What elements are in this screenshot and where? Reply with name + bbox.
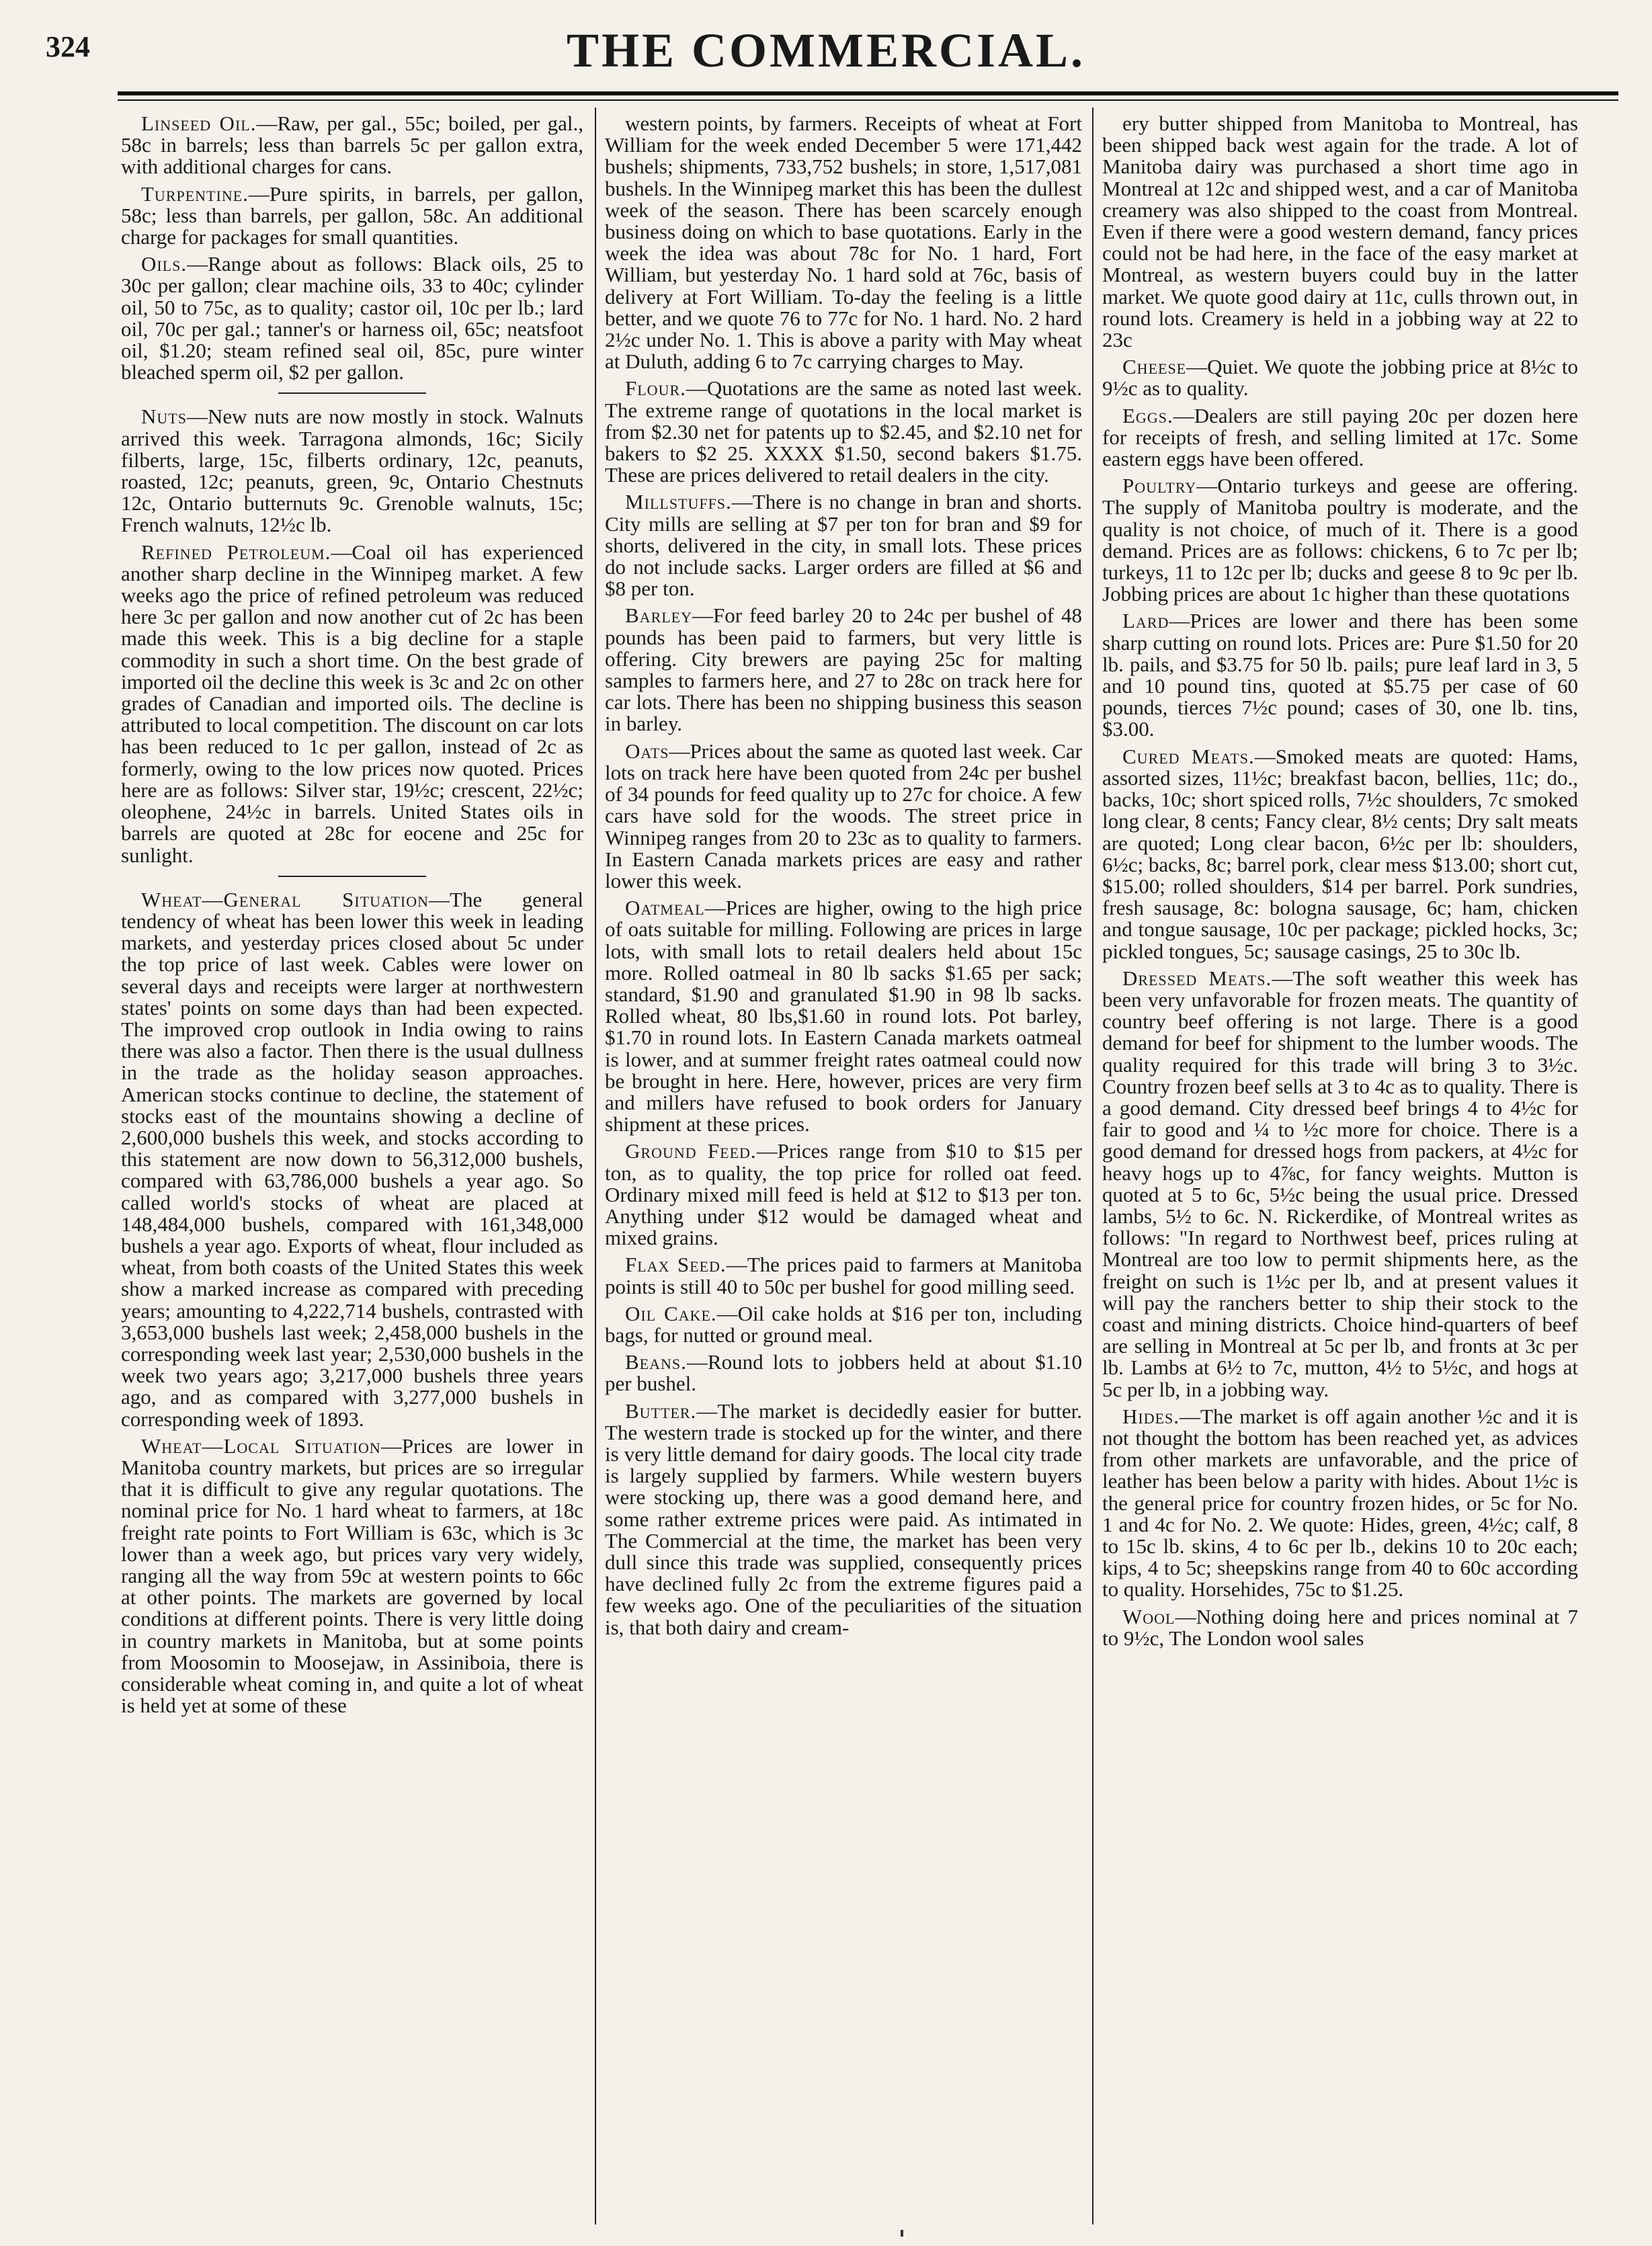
paragraph-heading: Wool bbox=[1122, 1604, 1175, 1628]
article-paragraph bbox=[1102, 610, 1578, 740]
paragraph-text: —Coal oil has experienced another sharp decline in the Winnipeg market. A few weeks ago the price of refined petroleum was reduced here 3c per gallon and now another cut of 2c has been made this week. This is a big decline for a staple commodity in such a short time. On the best grade of imported oil the decline this week is 3c and 2c on other grades of Canadian and imported oils. The decline is attributed to local competition. The discount on car lots has been reduced to 1c per gallon, instead of 2c as formerly, owing to the low prices now quoted. Prices here are as follows: Silver star, 19½c; crescent, 22½c; oleophene, 24½c in barrels. United States oils in barrels are quoted at 28c for eocene and 25c for sunlight. bbox=[121, 540, 583, 867]
paragraph-text: —Nothing doing here and prices nominal at 7 to 9½c, The London wool sales bbox=[1102, 1604, 1578, 1650]
paragraph-text: —The soft weather this week has been very unfavorable for frozen meats. The quantity of country beef offering is not large. There is a good demand for beef for shipment to the lumber woods. The quality required for this trade will bring 3 to 3½c. Country frozen beef sells at 3 to 4c as to quality. There is a good demand. City dressed beef brings 4 to 4½c for fair to good and ¼ to ½c more for choice. There is a good demand for dressed hogs from packers, at 4½c for heavy hogs up to 4⅞c, for fancy weights. Mutton is quoted at 5 to 6c, 5½c being the usual price. Dressed lambs, 5½ to 6c. N. Rickerdike, of Montreal writes as follows: "In regard to Northwest beef, prices ruling at Montreal are too low to permit shipments here, as the freight on such is 1½c per lb, and at present values it will pay the ranchers better to ship their stock to the coast and mining districts. Choice hind-quarters of beef are selling in Montreal at 5c per lb, and fronts at 3c per lb. Lambs at 6½ to 7c, mutton, 4½ to 5½c, and hogs at 5c per lb, in a jobbing way. bbox=[1102, 966, 1578, 1401]
paragraph-heading: Wheat—Local Situation bbox=[141, 1433, 381, 1458]
article-paragraph bbox=[605, 741, 1082, 892]
paragraph-text: —Range about as follows: Black oils, 25 to 30c per gallon; clear machine oils, 33 to 40c; cylinder oil, 50 to 75c, as to quality; castor oil, 10c per lb.; lard oil, 70c per gal.; tanner's or harness oil, 65c; neatsfoot oil, $1.20; steam refined seal oil, 85c, pure winter bleached sperm oil, $2 per gallon. bbox=[121, 252, 583, 384]
article-paragraph bbox=[1102, 475, 1578, 605]
paragraph-heading: Oatmeal bbox=[625, 896, 705, 920]
article-paragraph bbox=[121, 183, 583, 249]
header-rule-thick bbox=[118, 91, 1618, 95]
paragraph-text: ery butter shipped from Manitoba to Montreal, has been shipped back west again for the trade. A lot of Manitoba dairy was purchased a short time ago in Montreal at 12c and shipped west, and a car of Manitoba creamery was also shipped to the coast from Montreal. Even if there were a good western demand, fancy prices could not be had here, in the face of the easy market at Montreal, as western buyers could buy in the latter market. We quote good dairy at 11c, culls thrown out, in round lots. Creamery is held in a jobbing way at 22 to 23c bbox=[1102, 113, 1578, 352]
section-separator bbox=[278, 392, 426, 394]
paragraph-text: —Raw, per gal., 55c; boiled, per gal., 58c in barrels; less than barrels 5c per gallon extra, with additional charges for cans. bbox=[121, 113, 583, 179]
header-rule-thin bbox=[118, 99, 1618, 101]
paragraph-text: —Prices range from $10 to $15 per ton, as to quality, the top price for rolled oat feed. Ordinary mixed mill feed is held at $12 to $13 per ton. Anything under $12 would be damaged wheat and mixed grains. bbox=[605, 1139, 1082, 1250]
paragraph-heading: Flax Seed. bbox=[625, 1253, 727, 1277]
article-paragraph bbox=[605, 1254, 1082, 1297]
article-paragraph bbox=[605, 113, 1082, 372]
article-paragraph bbox=[121, 542, 583, 866]
paragraph-text: —Dealers are still paying 20c per dozen here for receipts of fresh, and selling limited at 17c. Some eastern eggs have been offered. bbox=[1102, 403, 1578, 471]
masthead-title: THE COMMERCIAL. bbox=[566, 24, 1086, 77]
article-paragraph bbox=[605, 897, 1082, 1135]
article-paragraph bbox=[605, 1401, 1082, 1638]
paragraph-text: western points, by farmers. Receipts of wheat at Fort William for the week ended December 5 were 171,442 bushels; shipments, 733,752 bushels; in store, 1,517,081 bushels. In the Winnipeg market this has been the dullest week of the season. There has been scarcely enough business doing on which to base quotations. Early in the week the idea was about 78c for No. 1 hard, Fort William, but yesterday No. 1 hard sold at 76c, basis of delivery at Fort William. To-day the feeling is a little better, and we quote 76 to 77c for No. 1 hard. No. 2 hard 2½c under No. 1. This is above a parity with May wheat at Duluth, adding 6 to 7c carrying charges to May. bbox=[605, 113, 1082, 374]
paragraph-heading: Eggs. bbox=[1122, 403, 1173, 427]
article-paragraph bbox=[605, 378, 1082, 486]
paragraph-heading: Linseed Oil. bbox=[141, 113, 257, 135]
paragraph-heading: Oils. bbox=[141, 252, 188, 276]
paragraph-text: —Quotations are the same as noted last week. The extreme range of quotations in the local market is from $2.30 net for patents up to $2.45, and $2.10 net for bakers to $2 25. XXXX $1.50, second bakers $1.75. These are prices delivered to retail dealers in the city. bbox=[605, 376, 1082, 487]
section-separator bbox=[278, 876, 426, 877]
article-paragraph bbox=[121, 253, 583, 383]
paragraph-heading: Oats bbox=[625, 739, 669, 763]
paragraph-heading: Ground Feed. bbox=[625, 1139, 757, 1163]
paragraph-text: —New nuts are now mostly in stock. Walnuts arrived this week. Tarragona almonds, 16c; Sicily filberts, large, 15c, filberts ordinary, 12c, peanuts, roasted, 12c; peanuts, green, 9c, Ontario Chestnuts 12c, Ontario butternuts 9c. Grenoble walnuts, 15c; French walnuts, 12½c lb. bbox=[121, 405, 583, 537]
paragraph-heading: Flour. bbox=[625, 376, 686, 401]
article-paragraph bbox=[605, 1140, 1082, 1249]
article-paragraph bbox=[121, 1433, 583, 1718]
article-paragraph bbox=[1102, 113, 1578, 351]
paragraph-text: —Smoked meats are quoted: Hams, assorted sizes, 11½c; breakfast bacon, bellies, 11c; do., backs, 10c; short spiced rolls, 7½c shoulders, 7c smoked long clear, 8 cents; Fancy clear, 8½ cents; Dry salt meats are quoted; Long clear bacon, 6½c per lb: shoulders, 6½c; backs, 8c; barrel pork, clear mess $13.00; short cut, $15.00; rolled shoulders, $14 per barrel. Pork sundries, fresh sausage, 8c: bologna sausage, 6c; ham, chicken and tongue sausage, 10c per package; pickled hocks, 3c; pickled tongues, 5c; sausage casings, 25 to 30c lb. bbox=[1102, 744, 1578, 963]
paragraph-text: —Pure spirits, in barrels, per gallon, 58c; less than barrels, per gallon, 58c. An additional charge for packages for small quantities. bbox=[121, 181, 583, 249]
article-paragraph bbox=[121, 113, 583, 178]
paragraph-heading: Hides. bbox=[1122, 1404, 1180, 1428]
article-paragraph bbox=[1102, 1606, 1578, 1649]
paragraph-heading: Dressed Meats. bbox=[1122, 966, 1272, 990]
paragraph-heading: Wheat—General Situation bbox=[141, 887, 429, 911]
paragraph-heading: Refined Petroleum. bbox=[141, 540, 331, 564]
paragraph-text: —For feed barley 20 to 24c per bushel of 48 pounds has been paid to farmers, but very little is offering. City brewers are paying 25c for malting samples to farmers here, and 27 to 28c on track here for car lots. There has been no shipping business this season in barley. bbox=[605, 604, 1082, 736]
paragraph-heading: Oil Cake. bbox=[625, 1301, 717, 1325]
paragraph-text: —Prices are lower and there has been some sharp cutting on round lots. Prices are: Pure $1.50 for 20 lb. pails, and $3.75 for 50 lb. pails; pure leaf lard in 3, 5 and 10 pound tins, quoted at $5.75 per case of 60 pounds, tierces 7½c pound; cases of 30, one lb. tins, $3.00. bbox=[1102, 609, 1578, 741]
article-paragraph bbox=[605, 1303, 1082, 1346]
article-paragraph bbox=[1102, 1406, 1578, 1601]
footer-mark bbox=[901, 2230, 903, 2237]
paragraph-text: —Prices are higher, owing to the high price of oats suitable for milling. Following are prices in large lots, with small lots to retail dealers held about 15c more. Rolled oatmeal in 80 lb sacks $1.65 per sack; standard, $1.90 and granulated $1.90 in 98 lb sacks. Rolled wheat, 80 lbs,$1.60 in round lots. Pot barley, $1.70 in round lots. In Eastern Canada markets oatmeal is lower, and at summer freight rates oatmeal could now be brought in here. Here, however, prices are very firm and millers have refused to book orders for January shipment at these prices. bbox=[605, 896, 1082, 1136]
paragraph-text: —The market is decidedly easier for butter. The western trade is stocked up for the winter, and there is very little demand for dairy goods. The local city trade is largely supplied by farmers. While western buyers were stocking up, there was a good demand here, and some rather extreme prices were paid. As intimated in The Commercial at the time, the market has been very dull since this trade was supplied, consequently prices have declined fully 2c from the extreme figures paid a few weeks ago. One of the peculiarities of the situation is, that both dairy and cream- bbox=[605, 1399, 1082, 1639]
paragraph-heading: Beans. bbox=[625, 1350, 687, 1374]
article-paragraph bbox=[1102, 356, 1578, 399]
paragraph-heading: Cured Meats. bbox=[1122, 744, 1255, 768]
paragraph-text: —There is no change in bran and shorts. City mills are selling at $7 per ton for bran and $9 for shorts, delivered in the city, in small lots. These prices do not include sacks. Larger orders are filled at $6 and $8 per ton. bbox=[605, 490, 1082, 601]
article-paragraph bbox=[121, 889, 583, 1430]
paragraph-text: —Oil cake holds at $16 per ton, including bags, for nutted or ground meal. bbox=[605, 1301, 1082, 1347]
paragraph-heading: Millstuffs. bbox=[625, 490, 732, 514]
column-1 bbox=[121, 113, 583, 2210]
paragraph-text: —The market is off again another ½c and it is not thought the bottom has been reached yet, as advices from other markets are unfavorable, and the price of leather has been below a parity with hides. About 1½c is the general price for country frozen hides, or 5c for No. 1 and 4c for No. 2. We quote: Hides, green, 4½c; calf, 8 to 15c lb. skins, 4 to 6c per lb., dekins 10 to 20c each; kips, 4 to 5c; sheepskins range from 40 to 60c according to quality. Horsehides, 75c to $1.25. bbox=[1102, 1404, 1578, 1602]
paragraph-heading: Butter. bbox=[625, 1399, 697, 1423]
article-paragraph bbox=[605, 605, 1082, 735]
paragraph-text: —The general tendency of wheat has been lower this week in leading markets, and yesterday prices closed about 5c under the top price of last week. Cables were lower on several days and receipts were larger at northwestern states' points on some days than had been expected. The improved crop outlook in India owing to rains there was also a factor. Then there is the usual dullness in the trade as the holiday season approaches. American stocks continue to decline, the statement of stocks east of the mountains showing a decline of 2,600,000 bushels this week, and stocks according to this statement are now down to 56,312,000 bushels, compared with 63,786,000 bushels a year ago. So called world's stocks of wheat are placed at 148,484,000 bushels, compared with 161,348,000 bushels a year ago. Exports of wheat, flour included as wheat, from both coasts of the United States this week show a marked increase as compared with preceding years; amounting to 4,222,714 bushels, contrasted with 3,653,000 bushels last week; 2,458,000 bushels in the corresponding week last year; 2,530,000 bushels in the week two years ago; 3,217,000 bushels three years ago, and as compared with 3,277,000 bushels in corresponding week of 1893. bbox=[121, 887, 583, 1431]
paragraph-heading: Lard bbox=[1122, 609, 1169, 633]
column-rule-2 bbox=[1092, 108, 1093, 2224]
paragraph-heading: Nuts bbox=[141, 405, 187, 429]
paragraph-text: —Ontario turkeys and geese are offering. The supply of Manitoba poultry is moderate, and the quality is not choice, of much of it. There is a good demand. Prices are as follows: chickens, 6 to 7c per lb; turkeys, 11 to 12c per lb; ducks and geese 8 to 9c per lb. Jobbing prices are about 1c higher than these quotations bbox=[1102, 474, 1578, 606]
article-paragraph bbox=[1102, 746, 1578, 962]
paragraph-text: —Round lots to jobbers held at about $1.10 per bushel. bbox=[605, 1350, 1082, 1396]
paragraph-heading: Poultry bbox=[1122, 474, 1197, 498]
page-number: 324 bbox=[46, 30, 90, 63]
column-3 bbox=[1102, 113, 1578, 2210]
paragraph-heading: Turpentine. bbox=[141, 181, 249, 206]
paragraph-heading: Cheese bbox=[1122, 355, 1187, 379]
paragraph-heading: Barley bbox=[625, 604, 693, 628]
article-paragraph bbox=[605, 491, 1082, 599]
paragraph-text: —Prices are lower in Manitoba country markets, but prices are so irregular that it is difficult to give any regular quotations. The nominal price for No. 1 hard wheat to farmers, at 18c freight rate points to Fort William is 63c, which is 3c lower than a week ago, but prices vary very widely, ranging all the way from 59c at western points to 66c at other points. The markets are governed by local conditions at different points. There is very little doing in country markets in Manitoba, but at some points from Moosomin to Moosejaw, in Assiniboia, there is considerable wheat coming in, and quite a lot of wheat is held yet at some of these bbox=[121, 1433, 583, 1718]
column-rule-1 bbox=[595, 108, 596, 2224]
article-paragraph bbox=[121, 406, 583, 536]
paragraph-text: —Prices about the same as quoted last week. Car lots on track here have been quoted from 24c per bushel of 34 pounds for feed quality up to 27c for choice. A few cars have sold for the woods. The street price in Winnipeg ranges from 20 to 23c as to quality to farmers. In Eastern Canada markets prices are easy and rather lower this week. bbox=[605, 739, 1082, 892]
column-2 bbox=[605, 113, 1082, 2210]
article-paragraph bbox=[605, 1351, 1082, 1395]
paragraph-text: —Quiet. We quote the jobbing price at 8½c to 9½c as to quality. bbox=[1102, 355, 1578, 401]
article-paragraph bbox=[1102, 968, 1578, 1401]
paragraph-text: —The prices paid to farmers at Manitoba points is still 40 to 50c per bushel for good milling seed. bbox=[605, 1253, 1082, 1298]
article-paragraph bbox=[1102, 405, 1578, 470]
